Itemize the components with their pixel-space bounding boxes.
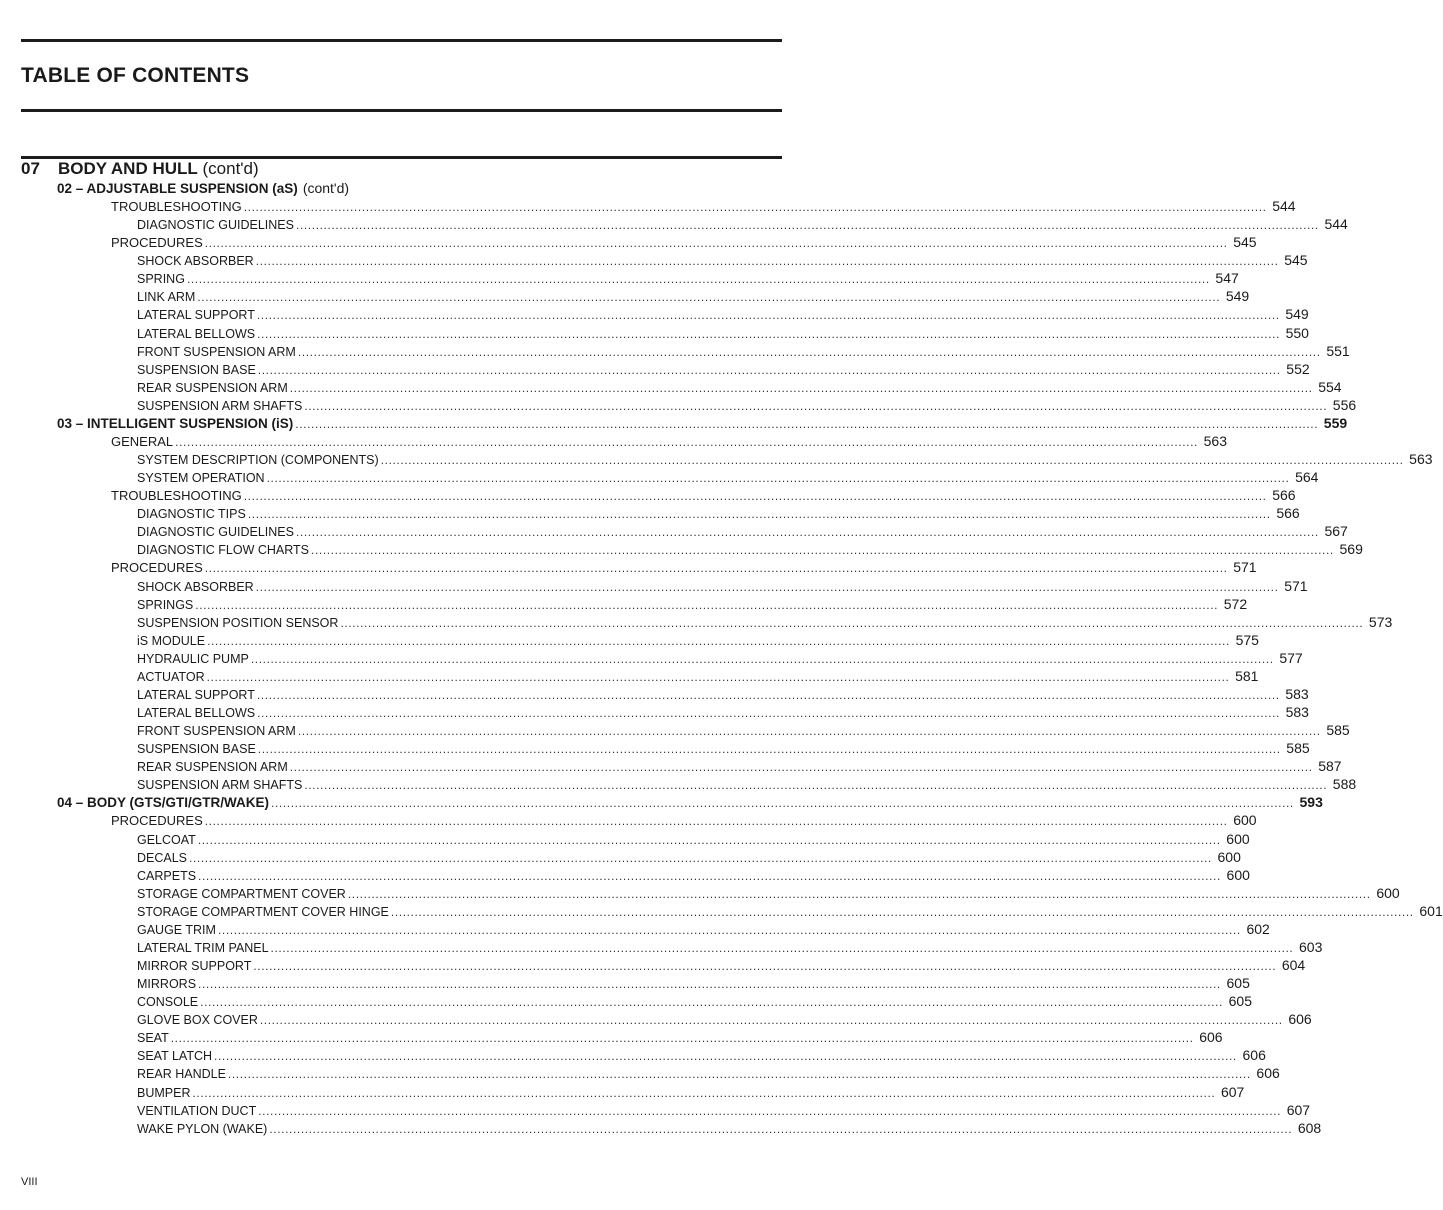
toc-entry-topic[interactable] [137, 667, 1259, 685]
dot-leader: .................................................................................................................................................................................................................................................................... [197, 290, 1221, 305]
toc-entry-page: 607 [1220, 1083, 1245, 1100]
toc-entry-page: 583 [1285, 704, 1309, 721]
toc-entry-topic[interactable] [137, 721, 1350, 739]
toc-entry-topic[interactable] [137, 396, 1357, 414]
toc-entry-label: SHOCK ABSORBER [137, 254, 254, 269]
toc-entry-topic[interactable] [137, 775, 1357, 793]
toc-entry-continued: (cont'd) [302, 180, 350, 196]
dot-leader: .................................................................................................................................................................................................................................................................... [192, 1085, 1216, 1100]
toc-entry-topic[interactable] [137, 848, 1241, 866]
dot-leader: .................................................................................................................................................................................................................................................................... [195, 597, 1219, 612]
toc-entry-topic[interactable] [137, 1101, 1311, 1119]
toc-entry-page: 605 [1226, 975, 1250, 992]
dot-leader: .................................................................................................................................................................................................................................................................... [257, 362, 1281, 377]
toc-entry-topic[interactable] [137, 342, 1350, 360]
toc-entry-topic[interactable] [137, 540, 1363, 558]
toc-entry-page: 549 [1225, 288, 1250, 305]
toc-entry-topic[interactable] [137, 1083, 1245, 1101]
toc-entry-label: SUSPENSION ARM SHAFTS [137, 778, 303, 793]
toc-entry-label: GAUGE TRIM [137, 922, 216, 937]
toc-entry-page: 544 [1272, 198, 1296, 215]
toc-entry-label: PROCEDURES [111, 560, 203, 576]
dot-leader: .................................................................................................................................................................................................................................................................... [257, 742, 1281, 757]
toc-entry-topic[interactable] [137, 215, 1348, 233]
toc-entry-topic[interactable] [137, 468, 1319, 486]
toc-entry-label: SYSTEM DESCRIPTION (COMPONENTS) [137, 453, 379, 468]
toc-entry-topic[interactable] [137, 287, 1250, 305]
dot-leader: .................................................................................................................................................................................................................................................................... [175, 434, 1198, 449]
dot-leader: .................................................................................................................................................................................................................................................................... [289, 760, 1313, 775]
toc-entry-label: WAKE PYLON (WAKE) [137, 1121, 268, 1136]
toc-entry-label: LINK ARM [137, 290, 196, 305]
toc-entry-label: DIAGNOSTIC TIPS [137, 507, 246, 522]
toc-entry-topic[interactable] [137, 378, 1342, 396]
toc-entry-label: STORAGE COMPARTMENT COVER [137, 886, 346, 901]
toc-entry-label: ACTUATOR [137, 669, 205, 684]
toc-entry-page: 571 [1284, 577, 1308, 594]
page-number: VIII [21, 1176, 38, 1188]
toc-entry-topic[interactable] [137, 305, 1309, 323]
dot-leader: .................................................................................................................................................................................................................................................................... [227, 1067, 1251, 1082]
toc-entry-page: 583 [1285, 685, 1309, 702]
toc-entry-label: SUSPENSION BASE [137, 362, 256, 377]
dot-leader: .................................................................................................................................................................................................................................................................... [380, 453, 1404, 468]
dot-leader: .................................................................................................................................................................................................................................................................... [197, 832, 1221, 847]
dot-leader: .................................................................................................................................................................................................................................................................... [289, 380, 1313, 395]
dot-leader: .................................................................................................................................................................................................................................................................... [243, 200, 1267, 215]
toc-entry-page: 608 [1297, 1119, 1322, 1136]
toc-entry-label: TROUBLESHOOTING [111, 199, 242, 215]
toc-entry-sub[interactable] [111, 811, 1257, 829]
dot-leader: .................................................................................................................................................................................................................................................................... [258, 1103, 1282, 1118]
toc-entry-label: FRONT SUSPENSION ARM [137, 344, 296, 359]
toc-entry-topic[interactable] [137, 703, 1309, 721]
toc-entry-label: HYDRAULIC PUMP [137, 651, 249, 666]
toc-entry-label: CONSOLE [137, 995, 199, 1010]
toc-entry-page: 545 [1233, 234, 1257, 251]
dot-leader: .................................................................................................................................................................................................................................................................... [269, 1121, 1293, 1136]
toc-entry-page: 544 [1324, 216, 1348, 233]
dot-leader: .................................................................................................................................................................................................................................................................... [340, 615, 1364, 630]
toc-entry-topic[interactable] [137, 974, 1250, 992]
dot-leader: .................................................................................................................................................................................................................................................................... [390, 904, 1414, 919]
toc-entry-topic[interactable] [137, 251, 1308, 269]
toc-entry-page: 600 [1233, 812, 1257, 829]
toc-entry-topic[interactable] [137, 1119, 1322, 1137]
toc-entry-page: 569 [1339, 541, 1363, 558]
toc-entry-label: LATERAL TRIM PANEL [137, 940, 269, 955]
toc-entry-page: 602 [1246, 920, 1270, 937]
toc-entry-label: PROCEDURES [111, 235, 203, 251]
toc-entry-label: GLOVE BOX COVER [137, 1013, 258, 1028]
dot-leader: .................................................................................................................................................................................................................................................................... [204, 236, 1228, 251]
toc-entry-page: 607 [1286, 1101, 1311, 1118]
toc-entry-label: 02 – ADJUSTABLE SUSPENSION (aS) [57, 181, 298, 196]
toc-entry-label: 03 – INTELLIGENT SUSPENSION (iS) [57, 415, 294, 431]
toc-entry-page: 606 [1199, 1029, 1223, 1046]
toc-entry-page: 605 [1228, 993, 1252, 1010]
toc-entry-label: PROCEDURES [111, 813, 203, 829]
dot-leader: .................................................................................................................................................................................................................................................................... [266, 471, 1290, 486]
dot-leader: .................................................................................................................................................................................................................................................................... [206, 669, 1230, 684]
toc-entry-topic[interactable] [137, 938, 1323, 956]
dot-leader: .................................................................................................................................................................................................................................................................... [257, 706, 1280, 721]
toc-entry-topic[interactable] [137, 631, 1259, 649]
toc-entry-page: 585 [1326, 722, 1350, 739]
toc-entry-label: SUSPENSION BASE [137, 742, 256, 757]
toc-entry-label: GENERAL [111, 433, 174, 449]
toc-entry-label: SHOCK ABSORBER [137, 579, 254, 594]
dot-leader: .................................................................................................................................................................................................................................................................... [186, 272, 1210, 287]
toc-entry-topic[interactable] [137, 1064, 1280, 1082]
dot-leader: .................................................................................................................................................................................................................................................................... [204, 814, 1228, 829]
dot-leader: .................................................................................................................................................................................................................................................................... [256, 687, 1280, 702]
chapter-name: BODY AND HULL [58, 159, 198, 178]
toc-entry-label: SPRING [137, 272, 185, 287]
toc-entry-label: FRONT SUSPENSION ARM [137, 724, 296, 739]
toc-entry-label: SUSPENSION POSITION SENSOR [137, 615, 339, 630]
toc-entry-topic[interactable] [137, 613, 1393, 631]
toc-entry-section[interactable] [57, 179, 782, 197]
toc-entry-topic[interactable] [137, 649, 1303, 667]
toc-entry-page: 573 [1368, 613, 1393, 630]
toc-entry-topic[interactable] [137, 269, 1239, 287]
toc-entry-page: 600 [1226, 866, 1250, 883]
toc-entry-page: 600 [1376, 884, 1400, 901]
dot-leader: .................................................................................................................................................................................................................................................................... [204, 561, 1228, 576]
dot-leader: .................................................................................................................................................................................................................................................................... [347, 886, 1371, 901]
dot-leader: .................................................................................................................................................................................................................................................................... [297, 724, 1321, 739]
toc-entry-topic[interactable] [137, 757, 1342, 775]
toc-entry-label: SYSTEM OPERATION [137, 471, 265, 486]
toc-entry-page: 601 [1419, 902, 1443, 919]
toc-entry-page: 577 [1279, 649, 1303, 666]
toc-entry-section[interactable] [57, 414, 1348, 432]
dot-leader: .................................................................................................................................................................................................................................................................... [304, 778, 1328, 793]
dot-leader: .................................................................................................................................................................................................................................................................... [295, 416, 1319, 431]
toc-entry-page: 567 [1324, 523, 1348, 540]
toc-entry-page: 585 [1286, 740, 1310, 757]
dot-leader: .................................................................................................................................................................................................................................................................... [295, 218, 1319, 233]
toc-entry-topic[interactable] [137, 504, 1300, 522]
dot-leader: .................................................................................................................................................................................................................................................................... [311, 543, 1334, 558]
toc-entry-label: REAR SUSPENSION ARM [137, 760, 288, 775]
toc-entry-page: 588 [1332, 776, 1357, 793]
dot-leader: .................................................................................................................................................................................................................................................................... [217, 922, 1241, 937]
dot-leader: .................................................................................................................................................................................................................................................................... [198, 868, 1221, 883]
toc-entry-label: LATERAL SUPPORT [137, 687, 255, 702]
toc-entry-topic[interactable] [137, 360, 1310, 378]
toc-entry-page: 550 [1285, 324, 1309, 341]
toc-entry-page: 564 [1295, 469, 1319, 486]
toc-entry-topic[interactable] [137, 956, 1306, 974]
toc-entry-label: LATERAL BELLOWS [137, 326, 256, 341]
toc-entry-section[interactable] [57, 793, 1323, 811]
toc-entry-page: 566 [1272, 487, 1296, 504]
toc-entry-topic[interactable] [137, 1010, 1312, 1028]
toc-entry-topic[interactable] [137, 595, 1248, 613]
toc-entry-topic[interactable] [137, 577, 1308, 595]
toc-entry-label: SEAT LATCH [137, 1049, 213, 1064]
toc-entry-label: MIRRORS [137, 977, 197, 992]
toc-entry-label: DECALS [137, 850, 188, 865]
toc-entry-topic[interactable] [137, 324, 1309, 342]
toc-entry-page: 551 [1326, 342, 1350, 359]
toc-entry-page: 587 [1318, 758, 1342, 775]
toc-entry-sub[interactable] [111, 558, 1257, 576]
toc-entry-topic[interactable] [137, 884, 1400, 902]
toc-entry-sub[interactable] [111, 432, 1227, 450]
toc-entry-topic[interactable] [137, 1046, 1266, 1064]
toc-entry-topic[interactable] [137, 866, 1250, 884]
toc-entry-page: 571 [1233, 559, 1257, 576]
dot-leader: .................................................................................................................................................................................................................................................................... [253, 959, 1277, 973]
dot-leader: .................................................................................................................................................................................................................................................................... [259, 1013, 1283, 1028]
dot-leader: .................................................................................................................................................................................................................................................................... [243, 489, 1267, 504]
toc-entry-page: 566 [1276, 505, 1300, 522]
chapter-number: 07 [21, 159, 40, 178]
dot-leader: .................................................................................................................................................................................................................................................................... [256, 308, 1280, 323]
dot-leader: .................................................................................................................................................................................................................................................................... [270, 940, 1294, 955]
toc-entry-page: 604 [1281, 957, 1306, 973]
toc-entry-label: DIAGNOSTIC FLOW CHARTS [137, 543, 310, 558]
dot-leader: .................................................................................................................................................................................................................................................................... [247, 507, 1271, 522]
toc-entry-label: BUMPER [137, 1085, 191, 1100]
toc-entry-page: 606 [1288, 1011, 1312, 1028]
dot-leader: .................................................................................................................................................................................................................................................................... [200, 995, 1223, 1010]
toc-entry-label: LATERAL BELLOWS [137, 706, 256, 721]
toc-entry-page: 606 [1256, 1065, 1280, 1082]
toc-entry-topic[interactable] [137, 992, 1252, 1010]
toc-entry-topic[interactable] [137, 830, 1250, 848]
toc-entry-topic[interactable] [137, 450, 1433, 468]
dot-leader: .................................................................................................................................................................................................................................................................... [297, 344, 1321, 359]
dot-leader: .................................................................................................................................................................................................................................................................... [255, 579, 1279, 594]
toc-entry-page: 600 [1217, 848, 1241, 865]
toc-entry-page: 545 [1284, 252, 1308, 269]
toc-entry-label: VENTILATION DUCT [137, 1103, 257, 1118]
dot-leader: .................................................................................................................................................................................................................................................................... [214, 1049, 1237, 1064]
toc-entry-label: STORAGE COMPARTMENT COVER HINGE [137, 904, 389, 919]
toc-entry-label: REAR SUSPENSION ARM [137, 380, 288, 395]
dot-leader: .................................................................................................................................................................................................................................................................... [304, 398, 1328, 413]
dot-leader: .................................................................................................................................................................................................................................................................... [255, 254, 1279, 269]
toc-entry-page: 549 [1285, 306, 1309, 323]
toc-entry-label: SEAT [137, 1031, 169, 1046]
toc-entry-sub[interactable] [111, 486, 1296, 504]
toc-entry-page: 600 [1226, 830, 1250, 847]
toc-entry-page: 603 [1299, 938, 1323, 955]
toc-entry-page: 554 [1318, 378, 1342, 395]
dot-leader: .................................................................................................................................................................................................................................................................... [207, 633, 1230, 648]
dot-leader: .................................................................................................................................................................................................................................................................... [257, 326, 1280, 341]
dot-leader: .................................................................................................................................................................................................................................................................... [295, 525, 1319, 540]
dot-leader: .................................................................................................................................................................................................................................................................... [271, 796, 1294, 811]
toc-entry-label: TROUBLESHOOTING [111, 488, 242, 504]
toc-entry-label: iS MODULE [137, 633, 206, 648]
toc-entry-label: CARPETS [137, 868, 197, 883]
toc-entry-label: GELCOAT [137, 832, 196, 847]
toc-entry-label: REAR HANDLE [137, 1067, 226, 1082]
toc-entry-label: MIRROR SUPPORT [137, 959, 252, 973]
toc-entry-topic[interactable] [137, 739, 1310, 757]
dot-leader: .................................................................................................................................................................................................................................................................... [250, 651, 1274, 666]
dot-leader: .................................................................................................................................................................................................................................................................... [170, 1031, 1194, 1046]
toc-entry-page: 556 [1332, 396, 1357, 413]
toc-entry-label: SUSPENSION ARM SHAFTS [137, 398, 303, 413]
toc-entry-page: 559 [1323, 414, 1348, 431]
dot-leader: .................................................................................................................................................................................................................................................................... [198, 977, 1221, 992]
toc-entry-topic[interactable] [137, 920, 1270, 938]
toc-entry-sub[interactable] [111, 197, 1296, 215]
toc-entry-sub[interactable] [111, 233, 1257, 251]
toc-entry-page: 547 [1215, 270, 1239, 287]
toc-entry-topic[interactable] [137, 1028, 1223, 1046]
chapter-continued: (cont'd) [202, 159, 259, 178]
toc-entry-label: 04 – BODY (GTS/GTI/GTR/WAKE) [57, 795, 270, 811]
toc-entry-topic[interactable] [137, 902, 1443, 920]
toc-entry-topic[interactable] [137, 685, 1309, 703]
toc-entry-page: 606 [1242, 1047, 1266, 1064]
toc-entry-page: 593 [1299, 794, 1323, 811]
toc-entry-topic[interactable] [137, 522, 1348, 540]
toc-entry-label: LATERAL SUPPORT [137, 308, 255, 323]
toc-entry-page: 572 [1223, 595, 1248, 612]
toc-entry-label: DIAGNOSTIC GUIDELINES [137, 218, 294, 233]
toc-entry-page: 552 [1286, 360, 1310, 377]
dot-leader: .................................................................................................................................................................................................................................................................... [189, 850, 1212, 865]
toc-entry-page: 563 [1203, 432, 1227, 449]
toc-entry-page: 581 [1235, 667, 1259, 684]
toc-entry-label: SPRINGS [137, 597, 194, 612]
page-title: TABLE OF CONTENTS [21, 64, 250, 87]
toc-entry-page: 575 [1235, 631, 1259, 648]
toc-entry-label: DIAGNOSTIC GUIDELINES [137, 525, 294, 540]
toc-entry-page: 563 [1409, 451, 1433, 468]
